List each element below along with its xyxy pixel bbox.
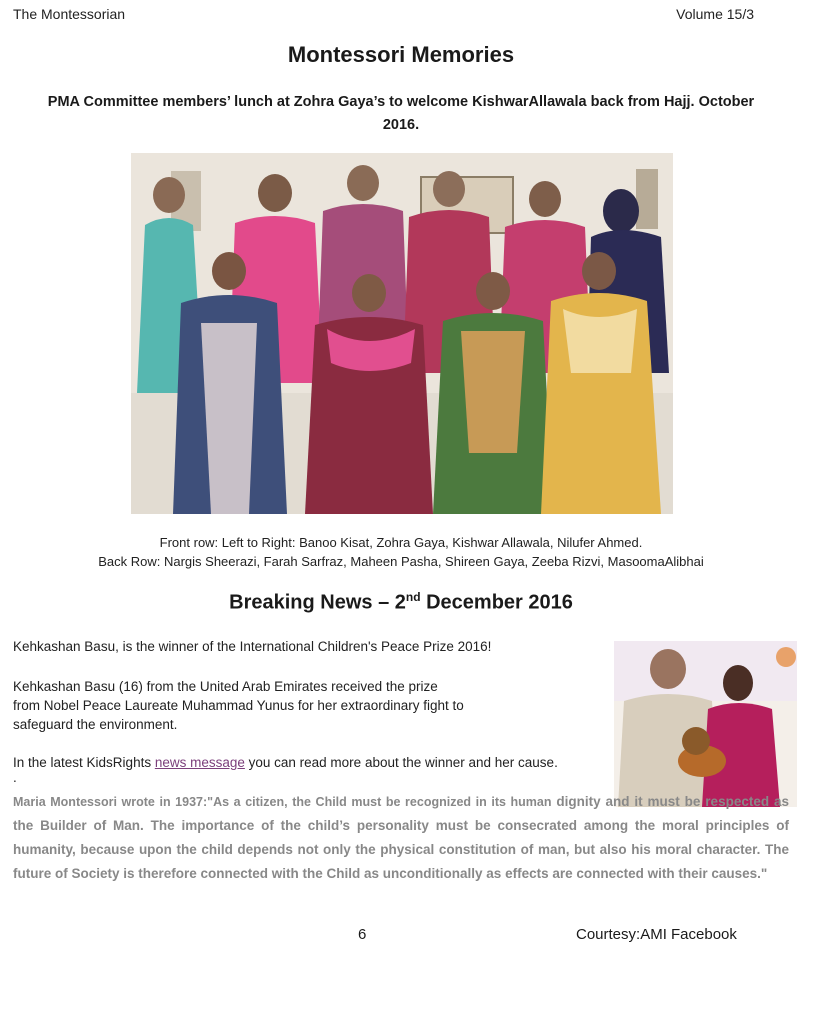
news-paragraph-3 [13,753,558,772]
news-paragraph-3-post: you can read more about the winner and her cause. [244,755,558,770]
news-message-link[interactable]: news message [154,755,245,770]
courtesy-note: Courtesy:AMI Facebook [576,926,737,943]
award-photo-illustration [614,641,797,807]
newsletter-name: The Montessorian [13,6,126,22]
award-photo [614,641,797,807]
news-heading-sup: nd [405,590,421,604]
news-heading-post: December 2016 [420,591,573,614]
montessori-quote [13,790,789,886]
photo-subtitle: PMA Committee members’ lunch at Zohra Gaya’s to welcome KishwarAllawala back from Hajj. October 2016. [47,94,755,133]
news-paragraph-2-line-2: from Nobel Peace Laureate Muhammad Yunus for her extraordinary fight to [13,698,464,713]
caption-front-row: Front row: Left to Right: Banoo Kisat, Zohra Gaya, Kishwar Allawala, Nilufer Ahmed. [159,535,643,550]
page-title: Montessori Memories [287,42,515,67]
group-photo-illustration [131,153,673,514]
news-dot: . [13,770,17,785]
volume-number: Volume 15/3 [676,6,754,22]
news-paragraph-2 [13,677,464,734]
page-number: 6 [358,926,367,943]
news-heading-pre: Breaking News – 2 [229,591,406,614]
group-photo [131,153,673,514]
quote-rest: dignity and it must be respected as the Builder of Man. The importance of the child’s personality must be consecrated among the moral principles of humanity, because upon the child depends not only the physical constitution of man, but also his moral character. The future of Society is therefore connected with the Child as unconditionally as effects are connected with their causes." [13,794,789,881]
photo-caption [0,533,802,571]
news-heading [0,590,802,615]
news-paragraph-2-line-3: safeguard the environment. [13,717,178,732]
news-paragraph-1: Kehkashan Basu, is the winner of the International Children's Peace Prize 2016! [13,639,492,654]
news-paragraph-2-line-1: Kehkashan Basu (16) from the United Arab Emirates received the prize [13,679,438,694]
caption-back-row: Back Row: Nargis Sheerazi, Farah Sarfraz, Maheen Pasha, Shireen Gaya, Zeeba Rizvi, MasoomaAlibhai [98,554,704,569]
news-paragraph-3-pre: In the latest KidsRights [13,755,155,770]
quote-first-line: Maria Montessori wrote in 1937:"As a citizen, the Child must be recognized in its human [13,795,552,809]
